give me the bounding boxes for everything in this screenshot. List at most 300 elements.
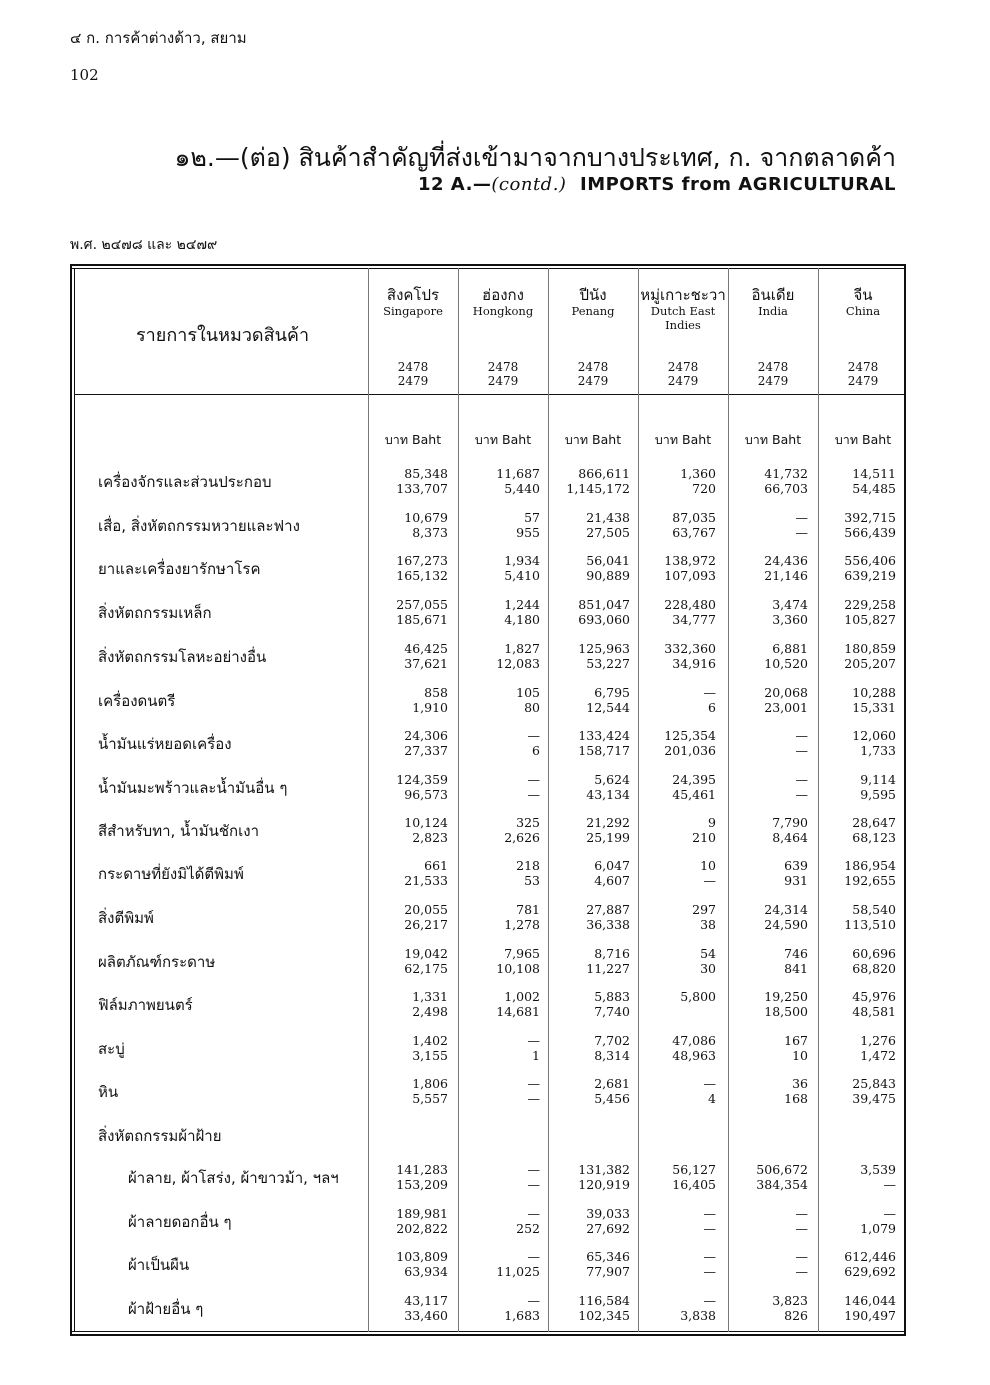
table-cell — [728, 466, 808, 496]
cell-value: 858 — [424, 685, 448, 700]
cell-value: 38 — [700, 917, 716, 932]
row-label: น้ำมันแร่หยอดเครื่อง — [98, 735, 232, 753]
cell-value: — — [527, 1177, 540, 1192]
cell-value — [636, 1004, 716, 1019]
cell-value: 48,581 — [852, 1004, 896, 1019]
cell-value: — — [795, 1264, 808, 1279]
cell-value: 639,219 — [844, 568, 896, 583]
table-cell — [550, 989, 630, 1019]
table-cell — [460, 685, 540, 715]
cell-value: 218 — [516, 858, 540, 873]
cell-value: 34,777 — [672, 612, 716, 627]
cell-value: 186,954 — [844, 858, 896, 873]
cell-value: 23,001 — [764, 700, 808, 715]
table-cell — [550, 946, 630, 976]
table-cell — [460, 815, 540, 845]
cell-value: 2,823 — [412, 830, 448, 845]
table-cell — [816, 902, 896, 932]
cell-value: 5,800 — [680, 989, 716, 1004]
column-header — [638, 286, 728, 332]
cell-value: 8,373 — [412, 525, 448, 540]
table-cell — [728, 1162, 808, 1192]
table-cell — [816, 1033, 896, 1063]
cell-value: 8,716 — [594, 946, 630, 961]
table-cell — [460, 597, 540, 627]
cell-value: — — [527, 772, 540, 787]
cell-value: 56,127 — [672, 1162, 716, 1177]
cell-value: 25,199 — [586, 830, 630, 845]
cell-value: 85,348 — [404, 466, 448, 481]
cell-value: 25,843 — [852, 1076, 896, 1091]
cell-value: 229,258 — [844, 597, 896, 612]
unit-label: บาท Baht — [834, 432, 892, 447]
column-header-english: Penang — [571, 304, 615, 318]
row-label: กระดาษที่ยังมิได้ตีพิมพ์ — [98, 865, 244, 883]
cell-value: 10,520 — [764, 656, 808, 671]
cell-value: — — [527, 1033, 540, 1048]
cell-value: 9 — [708, 815, 716, 830]
table-cell — [460, 510, 540, 540]
column-years — [368, 360, 458, 388]
cell-value: — — [795, 772, 808, 787]
column-years — [548, 360, 638, 388]
table-cell — [636, 1120, 716, 1150]
row-label: สะบู่ — [98, 1040, 125, 1058]
cell-value — [368, 1120, 448, 1135]
cell-value: 6 — [708, 700, 716, 715]
cell-value: 826 — [784, 1308, 808, 1323]
cell-value: 841 — [784, 961, 808, 976]
cell-value: 11,687 — [496, 466, 540, 481]
cell-value: 12,060 — [852, 728, 896, 743]
cell-value: 190,497 — [844, 1308, 896, 1323]
table-cell — [816, 858, 896, 888]
table-cell — [636, 1249, 716, 1279]
cell-value: 1,244 — [504, 597, 540, 612]
cell-value: 10 — [792, 1048, 808, 1063]
cell-value: 14,681 — [496, 1004, 540, 1019]
cell-value: 1,683 — [504, 1308, 540, 1323]
cell-value: 24,590 — [764, 917, 808, 932]
table-cell — [368, 1120, 448, 1150]
cell-value: 14,511 — [852, 466, 896, 481]
cell-value: 87,035 — [672, 510, 716, 525]
row-label: สิ่งหัตถกรรมผ้าฝ้าย — [98, 1127, 222, 1145]
table-cell — [728, 989, 808, 1019]
table-cell — [636, 597, 716, 627]
cell-value: — — [527, 1162, 540, 1177]
table-cell — [368, 946, 448, 976]
row-label: สิ่งหัตถกรรมเหล็ก — [98, 604, 212, 622]
cell-value — [550, 1120, 630, 1135]
cell-value: 53 — [524, 873, 540, 888]
unit-label: บาท Baht — [564, 432, 622, 447]
cell-value: 153,209 — [396, 1177, 448, 1192]
cell-value: 21,533 — [404, 873, 448, 888]
cell-value: 158,717 — [578, 743, 630, 758]
table-cell — [816, 728, 896, 758]
table-cell — [460, 902, 540, 932]
cell-value: — — [527, 1249, 540, 1264]
row-label: หิน — [98, 1083, 119, 1101]
row-label: สิ่งตีพิมพ์ — [98, 909, 154, 927]
cell-value: 168 — [784, 1091, 808, 1106]
cell-value: 1,002 — [504, 989, 540, 1004]
table-cell — [368, 597, 448, 627]
cell-value — [636, 1135, 716, 1150]
cell-value: 66,703 — [764, 481, 808, 496]
cell-value: — — [703, 1249, 716, 1264]
column-header-english: Singapore — [383, 304, 443, 318]
cell-value: 6 — [532, 743, 540, 758]
cell-value: 7,965 — [504, 946, 540, 961]
table-cell — [816, 1293, 896, 1323]
year-label: 2479 — [397, 374, 429, 388]
row-label: ฟิล์มภาพยนตร์ — [98, 996, 193, 1014]
table-cell — [816, 1206, 896, 1236]
table-cell — [728, 1206, 808, 1236]
cell-value: 7,740 — [594, 1004, 630, 1019]
table-cell — [550, 597, 630, 627]
cell-value: 612,446 — [844, 1249, 896, 1264]
title-rest: IMPORTS from AGRICULTURAL — [580, 174, 896, 195]
cell-value: 45,976 — [852, 989, 896, 1004]
table-cell — [368, 1206, 448, 1236]
cell-value: 39,033 — [586, 1206, 630, 1221]
cell-value: 3,838 — [680, 1308, 716, 1323]
cell-value: — — [527, 1091, 540, 1106]
cell-value: 54,485 — [852, 481, 896, 496]
cell-value: 1,934 — [504, 553, 540, 568]
cell-value: 10 — [700, 858, 716, 873]
cell-value: — — [795, 1249, 808, 1264]
table-cell — [550, 1249, 630, 1279]
table-title-english — [418, 174, 896, 195]
table-cell — [816, 466, 896, 496]
cell-value: 3,823 — [772, 1293, 808, 1308]
table-cell — [816, 815, 896, 845]
cell-value: 20,055 — [404, 902, 448, 917]
table-cell — [368, 685, 448, 715]
cell-value: 257,055 — [396, 597, 448, 612]
year-label: 2479 — [847, 374, 879, 388]
cell-value: 10,108 — [496, 961, 540, 976]
column-years — [818, 360, 908, 388]
cell-value: 661 — [424, 858, 448, 873]
column-header-thai: ฮ่องกง — [482, 286, 524, 304]
table-cell — [816, 641, 896, 671]
cell-value — [728, 1120, 808, 1135]
table-cell — [368, 510, 448, 540]
cell-value: — — [883, 1206, 896, 1221]
table-cell — [636, 989, 716, 1019]
cell-value: 77,907 — [586, 1264, 630, 1279]
row-label: เครื่องจักรและส่วนประกอบ — [98, 473, 272, 491]
cell-value: 3,155 — [412, 1048, 448, 1063]
cell-value: 165,132 — [396, 568, 448, 583]
cell-value: 202,822 — [396, 1221, 448, 1236]
table-cell — [460, 553, 540, 583]
table-cell — [728, 902, 808, 932]
column-header-thai: หมู่เกาะชะวา — [640, 286, 726, 304]
cell-value: — — [703, 1076, 716, 1091]
cell-value: 90,889 — [586, 568, 630, 583]
table-cell — [368, 1293, 448, 1323]
table-cell — [460, 728, 540, 758]
cell-value: 146,044 — [844, 1293, 896, 1308]
table-cell — [368, 1033, 448, 1063]
table-cell — [368, 553, 448, 583]
table-cell — [636, 1293, 716, 1323]
table-cell — [550, 1033, 630, 1063]
table-cell — [636, 1206, 716, 1236]
cell-value: 5,456 — [594, 1091, 630, 1106]
cell-value: 1,910 — [412, 700, 448, 715]
table-cell — [550, 466, 630, 496]
year-label: 2479 — [487, 374, 519, 388]
cell-value: 113,510 — [844, 917, 896, 932]
table-cell — [460, 1120, 540, 1150]
table-cell — [636, 1033, 716, 1063]
table-cell — [816, 1249, 896, 1279]
table-cell — [460, 858, 540, 888]
cell-value: 30 — [700, 961, 716, 976]
unit-label: บาท Baht — [744, 432, 802, 447]
table-cell — [636, 685, 716, 715]
cell-value: 43,134 — [586, 787, 630, 802]
cell-value: 12,544 — [586, 700, 630, 715]
cell-value: 3,360 — [772, 612, 808, 627]
cell-value: 5,883 — [594, 989, 630, 1004]
cell-value: 506,672 — [756, 1162, 808, 1177]
year-label: 2478 — [577, 360, 609, 374]
table-cell — [728, 1249, 808, 1279]
table-cell — [636, 1162, 716, 1192]
page-number: 102 — [70, 66, 99, 84]
cell-value: — — [883, 1177, 896, 1192]
cell-value: 21,292 — [586, 815, 630, 830]
cell-value: 4,607 — [594, 873, 630, 888]
table-cell — [816, 510, 896, 540]
cell-value: — — [795, 743, 808, 758]
header-separator — [74, 394, 906, 395]
row-label: เครื่องดนตรี — [98, 692, 176, 710]
table-cell — [728, 815, 808, 845]
cell-value: 24,436 — [764, 553, 808, 568]
table-cell — [550, 553, 630, 583]
cell-value: 43,117 — [404, 1293, 448, 1308]
table-cell — [368, 1249, 448, 1279]
cell-value: 133,707 — [396, 481, 448, 496]
column-header — [458, 286, 548, 318]
cell-value: 7,702 — [594, 1033, 630, 1048]
cell-value: 105 — [516, 685, 540, 700]
cell-value: 185,671 — [396, 612, 448, 627]
table-cell — [636, 1076, 716, 1106]
cell-value: 16,405 — [672, 1177, 716, 1192]
row-label: สิ่งหัตถกรรมโลหะอย่างอื่น — [98, 648, 267, 666]
cell-value: — — [795, 525, 808, 540]
cell-value: 5,440 — [504, 481, 540, 496]
cell-value: 2,498 — [412, 1004, 448, 1019]
cell-value: 15,331 — [852, 700, 896, 715]
column-header — [368, 286, 458, 318]
column-header — [818, 286, 908, 318]
cell-value: — — [795, 1221, 808, 1236]
cell-value: 138,972 — [664, 553, 716, 568]
cell-value: 10,288 — [852, 685, 896, 700]
table-cell — [816, 1120, 896, 1150]
table-cell — [550, 685, 630, 715]
table-cell — [728, 772, 808, 802]
cell-value: 34,916 — [672, 656, 716, 671]
table-cell — [550, 1206, 630, 1236]
cell-value: 21,146 — [764, 568, 808, 583]
table-cell — [728, 641, 808, 671]
table-cell — [728, 597, 808, 627]
column-header-english: India — [758, 304, 788, 318]
cell-value: 125,963 — [578, 641, 630, 656]
cell-value: 3,539 — [860, 1162, 896, 1177]
year-label: 2478 — [397, 360, 429, 374]
row-label: น้ำมันมะพร้าวและน้ำมันอื่น ๆ — [98, 779, 288, 797]
cell-value: 297 — [692, 902, 716, 917]
column-header-english: China — [845, 304, 881, 318]
cell-value: 866,611 — [578, 466, 630, 481]
cell-value: 210 — [692, 830, 716, 845]
cell-value: 60,696 — [852, 946, 896, 961]
cell-value: 332,360 — [664, 641, 716, 656]
row-label: ผ้าเป็นผืน — [128, 1256, 190, 1274]
table-cell — [368, 641, 448, 671]
row-label: ผ้าลายดอกอื่น ๆ — [128, 1213, 232, 1231]
row-label: เสื่อ, สิ่งหัตถกรรมหวายและฟาง — [98, 517, 300, 535]
table-cell — [728, 1033, 808, 1063]
table-cell — [550, 1293, 630, 1323]
column-years — [728, 360, 818, 388]
cell-value: 46,425 — [404, 641, 448, 656]
cell-value: 131,382 — [578, 1162, 630, 1177]
cell-value: 167,273 — [396, 553, 448, 568]
cell-value: 167 — [784, 1033, 808, 1048]
table-cell — [460, 989, 540, 1019]
year-label: 2478 — [487, 360, 519, 374]
cell-value: — — [795, 1206, 808, 1221]
cell-value: 1,402 — [412, 1033, 448, 1048]
table-title-thai: ๑๒.—(ต่อ) สินค้าสำคัญที่ส่งเข้ามาจากบางประเทศ, ก. จากตลาดค้า — [174, 143, 896, 172]
cell-value: 746 — [784, 946, 808, 961]
cell-value: 851,047 — [578, 597, 630, 612]
cell-value: 1,276 — [860, 1033, 896, 1048]
cell-value: 24,306 — [404, 728, 448, 743]
cell-value: 56,041 — [586, 553, 630, 568]
cell-value: 28,647 — [852, 815, 896, 830]
column-header-thai: ปีนัง — [579, 286, 607, 304]
table-cell — [728, 946, 808, 976]
table-cell — [368, 772, 448, 802]
cell-value: 4 — [708, 1091, 716, 1106]
table-cell — [636, 815, 716, 845]
cell-value: 7,790 — [772, 815, 808, 830]
cell-value: 392,715 — [844, 510, 896, 525]
cell-value: — — [703, 1264, 716, 1279]
cell-value: 24,395 — [672, 772, 716, 787]
cell-value: 21,438 — [586, 510, 630, 525]
cell-value: 19,250 — [764, 989, 808, 1004]
table-cell — [550, 902, 630, 932]
column-header — [548, 286, 638, 318]
cell-value: — — [527, 787, 540, 802]
table-cell — [550, 1162, 630, 1192]
table-cell — [460, 1162, 540, 1192]
cell-value: 325 — [516, 815, 540, 830]
table-cell — [460, 466, 540, 496]
table-cell — [460, 772, 540, 802]
cell-value: 133,424 — [578, 728, 630, 743]
cell-value: 53,227 — [586, 656, 630, 671]
cell-value: 20,068 — [764, 685, 808, 700]
cell-value: 180,859 — [844, 641, 896, 656]
column-years — [638, 360, 728, 388]
cell-value: 11,025 — [496, 1264, 540, 1279]
cell-value: — — [795, 728, 808, 743]
column-header-thai: อินเดีย — [751, 286, 795, 304]
table-cell — [636, 858, 716, 888]
table-cell — [550, 728, 630, 758]
table-cell — [368, 466, 448, 496]
column-header — [728, 286, 818, 318]
row-label: ผ้าฝ้ายอื่น ๆ — [128, 1300, 204, 1318]
cell-value: 45,461 — [672, 787, 716, 802]
cell-value: 141,283 — [396, 1162, 448, 1177]
cell-value: 8,464 — [772, 830, 808, 845]
cell-value: 107,093 — [664, 568, 716, 583]
cell-value: 1,360 — [680, 466, 716, 481]
cell-value — [816, 1120, 896, 1135]
cell-value: — — [527, 1076, 540, 1091]
cell-value: 1,278 — [504, 917, 540, 932]
table-cell — [728, 858, 808, 888]
cell-value: 33,460 — [404, 1308, 448, 1323]
table-cell — [728, 1076, 808, 1106]
cell-value: 189,981 — [396, 1206, 448, 1221]
cell-value: 1,806 — [412, 1076, 448, 1091]
cell-value: 1,079 — [860, 1221, 896, 1236]
table-cell — [816, 553, 896, 583]
cell-value: 781 — [516, 902, 540, 917]
cell-value: 192,655 — [844, 873, 896, 888]
table-cell — [636, 772, 716, 802]
cell-value: 68,123 — [852, 830, 896, 845]
cell-value — [460, 1135, 540, 1150]
cell-value: 105,827 — [844, 612, 896, 627]
cell-value: 5,557 — [412, 1091, 448, 1106]
cell-value: 6,795 — [594, 685, 630, 700]
year-line: พ.ศ. ๒๔๗๘ และ ๒๔๗๙ — [70, 237, 218, 253]
cell-value: 103,809 — [396, 1249, 448, 1264]
table-cell — [636, 466, 716, 496]
table-cell — [728, 1120, 808, 1150]
cell-value: 58,540 — [852, 902, 896, 917]
cell-value — [728, 1135, 808, 1150]
column-header-english: Dutch East Indies — [650, 304, 716, 332]
table-cell — [728, 1293, 808, 1323]
table-cell — [816, 1162, 896, 1192]
table-cell — [728, 553, 808, 583]
year-label: 2478 — [667, 360, 699, 374]
cell-value — [368, 1135, 448, 1150]
cell-value: 10,679 — [404, 510, 448, 525]
